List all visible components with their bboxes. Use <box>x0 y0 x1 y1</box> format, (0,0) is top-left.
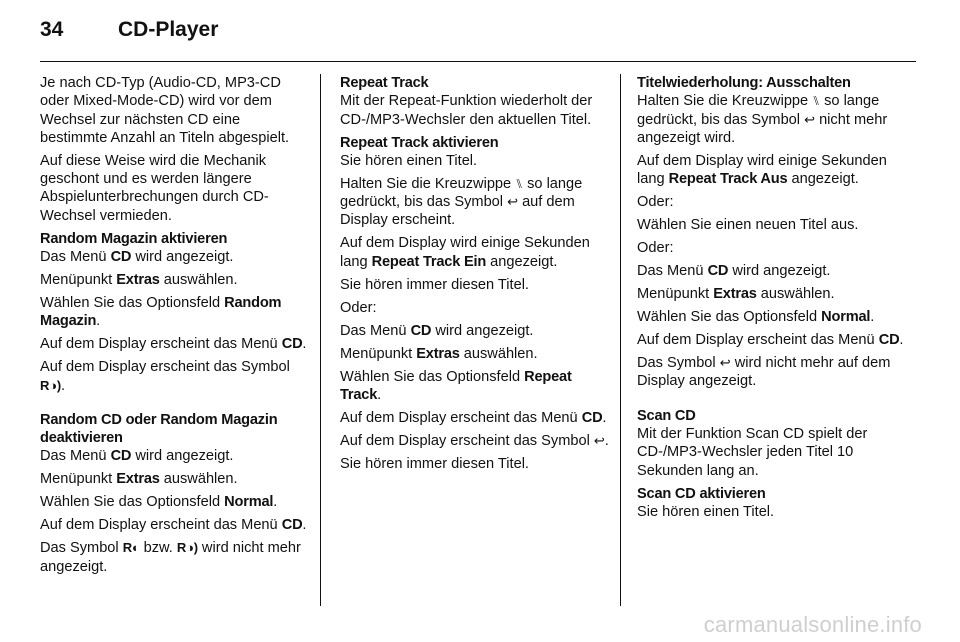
paragraph: Auf dem Display erscheint das Menü CD. <box>637 332 904 349</box>
repeat-icon: ↩ <box>804 111 816 127</box>
paragraph: Das Symbol R◐ bzw. R◑) wird nicht mehr angezeigt. <box>40 540 301 575</box>
paragraph: Wählen Sie das Optionsfeld Normal. <box>637 309 875 326</box>
paragraph: Oder: <box>637 194 674 211</box>
random-icon: R◐ <box>122 540 140 556</box>
paragraph: Sie hören einen Titel. <box>637 503 775 520</box>
watermark: carmanualsonline.info <box>703 612 922 637</box>
paragraph: Das Symbol ↩ wird nicht mehr auf dem Display angezeigt. <box>637 355 891 390</box>
section-heading: Scan CD aktivieren <box>637 485 766 502</box>
rocker-switch-icon: ⑊ <box>515 175 524 191</box>
paragraph: Auf dem Display erscheint das Menü CD. <box>40 336 307 353</box>
section-heading: Repeat Track aktivieren <box>340 134 499 151</box>
repeat-icon: ↩ <box>507 194 519 210</box>
section-heading: Random Magazin aktivieren <box>40 230 228 247</box>
paragraph: Auf dem Display erscheint das Symbol ↩. <box>340 432 609 449</box>
paragraph: Menüpunkt Extras auswählen. <box>637 286 835 303</box>
page-title: CD-Player <box>118 18 219 41</box>
paragraph: Auf dem Display erscheint das Symbol R◑). <box>40 359 290 394</box>
paragraph: Mit der Repeat-Funktion wiederholt der CD-/MP3-Wechsler den aktuellen Titel. <box>340 93 593 128</box>
section-heading: Random CD oder Random Magazin deaktivieren <box>40 411 278 447</box>
paragraph: Menüpunkt Extras auswählen. <box>340 345 538 362</box>
section-heading: Titelwiederholung: Ausschalten <box>637 75 851 91</box>
section-heading: Scan CD <box>637 407 696 424</box>
paragraph: Menüpunkt Extras auswählen. <box>40 471 238 488</box>
paragraph: Menüpunkt Extras auswählen. <box>40 272 238 289</box>
random-magazine-icon: R◑) <box>40 377 61 393</box>
paragraph: Sie hören immer diesen Titel. <box>340 455 529 472</box>
repeat-icon: ↩ <box>593 432 605 448</box>
paragraph: Das Menü CD wird angezeigt. <box>40 448 234 465</box>
column-3 <box>637 74 909 526</box>
page-number: 34 <box>40 18 64 41</box>
random-magazine-icon: R◑) <box>176 540 198 556</box>
column-2 <box>340 74 612 478</box>
paragraph: Wählen Sie das Optionsfeld Repeat Track. <box>340 368 572 403</box>
paragraph: Wählen Sie das Optionsfeld Normal. <box>40 494 278 511</box>
rocker-switch-icon: ⑊ <box>812 93 821 109</box>
paragraph: Je nach CD-Typ (Audio-CD, MP3-CD oder Mixed-Mode-CD) wird vor dem Wechsel zur nächsten CD eine bestimmte Anzahl an Titeln abgespielt. <box>40 75 290 146</box>
paragraph: Mit der Funktion Scan CD spielt der CD-/MP3-Wechsler jeden Titel 10 Sekunden lang an. <box>637 425 868 479</box>
header-rule <box>40 61 916 62</box>
paragraph: Auf dem Display erscheint das Menü CD. <box>40 517 307 534</box>
paragraph: Auf dem Display erscheint das Menü CD. <box>340 409 607 426</box>
paragraph: Auf dem Display wird einige Sekunden lang Repeat Track Aus angezeigt. <box>637 152 887 188</box>
paragraph: Oder: <box>340 299 377 316</box>
paragraph: Oder: <box>637 240 674 257</box>
paragraph: Halten Sie die Kreuzwippe ⑊ so lange gedrückt, bis das Symbol ↩ auf dem Display erscheint. <box>340 175 583 229</box>
paragraph: Das Menü CD wird angezeigt. <box>637 263 831 280</box>
paragraph: Das Menü CD wird angezeigt. <box>40 249 234 266</box>
paragraph: Das Menü CD wird angezeigt. <box>340 322 534 339</box>
section-heading: Repeat Track <box>340 75 429 91</box>
paragraph: Wählen Sie einen neuen Titel aus. <box>637 217 859 234</box>
paragraph: Wählen Sie das Optionsfeld Random Magazin. <box>40 295 282 330</box>
column-divider <box>320 74 321 606</box>
paragraph: Halten Sie die Kreuzwippe ⑊ so lange gedrückt, bis das Symbol ↩ nicht mehr angezeigt wird. <box>637 93 888 146</box>
paragraph: Sie hören einen Titel. <box>340 152 478 169</box>
paragraph: Sie hören immer diesen Titel. <box>340 276 529 293</box>
column-divider <box>620 74 621 606</box>
paragraph: Auf dem Display wird einige Sekunden lang Repeat Track Ein angezeigt. <box>340 235 590 270</box>
repeat-icon: ↩ <box>719 355 731 371</box>
column-1 <box>40 74 310 581</box>
paragraph: Auf diese Weise wird die Mechanik geschont und es werden längere Abspielunterbrechungen durch CD-Wechsel vermieden. <box>40 152 269 224</box>
